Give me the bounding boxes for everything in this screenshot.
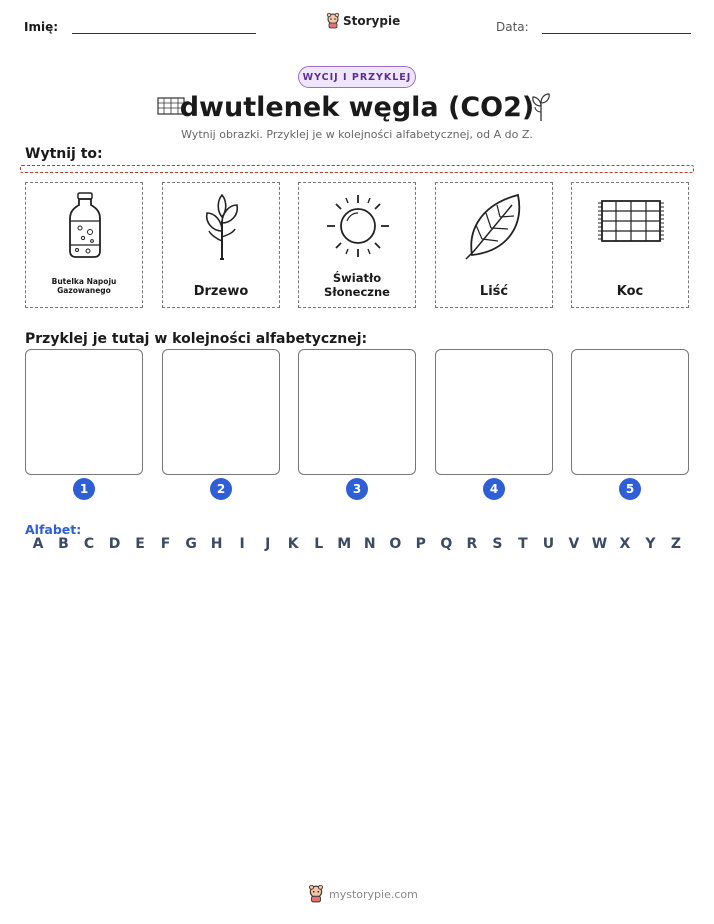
cut-card-leaf[interactable] [435,182,553,308]
alphabet-letter: I [239,536,245,552]
slot-number-badge: 3 [346,478,368,500]
slot-number-badge: 1 [73,478,95,500]
alphabet-letter: X [619,536,631,552]
cut-card-sunlight[interactable] [298,182,416,308]
slot-number-badge: 5 [619,478,641,500]
alphabet-letter: M [337,536,352,552]
slot-number-badge: 2 [210,478,232,500]
cut-card-soda-bottle[interactable] [25,182,143,308]
alphabet-letter: U [542,536,555,552]
alphabet-letter: C [83,536,95,552]
paste-slot-3[interactable] [298,349,416,475]
alphabet-letter: B [58,536,69,552]
alphabet-letter: K [287,536,299,552]
page-title: dwutlenek węgla (CO2) [179,92,535,123]
activity-badge: WYCIJ I PRZYKLEJ [298,66,416,88]
footer-url: mystorypie.com [329,887,418,901]
cut-card-blanket[interactable] [571,182,689,308]
alphabet-letter: Y [645,536,656,552]
paste-section-label: Przyklej je tutaj w kolejności alfabetycznej: [25,331,368,347]
instructions: Wytnij obrazki. Przyklej je w kolejności alfabetycznej, od A do Z. [181,128,533,141]
alphabet-label: Alfabet: [25,522,82,537]
alphabet-letter: J [265,536,271,552]
slot-number-badge: 4 [483,478,505,500]
leaf-icon [460,191,530,261]
alphabet-letter: W [591,536,608,552]
card-label: Liść [479,284,509,299]
date-field[interactable] [542,33,691,34]
storypie-mascot-icon [308,885,324,903]
footer [308,885,418,903]
brand-logo [326,13,400,29]
card-label: Butelka Napoju Gazowanego [51,277,117,295]
cut-line [20,165,694,173]
paste-slot-4[interactable] [435,349,553,475]
alphabet-letter: E [135,536,145,552]
alphabet-letter: H [210,536,223,552]
alphabet-letter: Z [670,536,682,552]
alphabet-letter: D [108,536,121,552]
sprout-icon [529,92,553,122]
alphabet-letter: F [160,536,171,552]
soda-bottle-icon [50,191,120,261]
tree-icon [187,191,257,261]
cut-section-label: Wytnij to: [25,146,103,162]
paste-slot-1[interactable] [25,349,143,475]
alphabet-letter: G [185,536,197,552]
blanket-icon [596,191,666,261]
sun-icon [323,191,393,261]
paste-slot-2[interactable] [162,349,280,475]
storypie-mascot-icon [326,13,340,29]
alphabet-letter: L [314,536,324,552]
alphabet-letter: N [363,536,376,552]
alphabet-letter: P [415,536,426,552]
alphabet-letter: S [492,536,503,552]
brand-name: Storypie [343,14,401,28]
cut-card-tree[interactable] [162,182,280,308]
paste-slot-5[interactable] [571,349,689,475]
alphabet-letter: V [568,536,580,552]
card-label: Koc [616,284,644,299]
name-label: Imię: [24,20,59,34]
alphabet-letter: R [466,536,478,552]
alphabet-letter: Q [440,536,453,552]
card-label: Światło Słoneczne [324,271,390,299]
date-label: Data: [496,20,529,34]
alphabet-letter: A [32,536,44,552]
card-label: Drzewo [193,284,249,299]
alphabet-letter: O [389,536,402,552]
name-field[interactable] [72,33,256,34]
alphabet-letter: T [518,536,528,552]
